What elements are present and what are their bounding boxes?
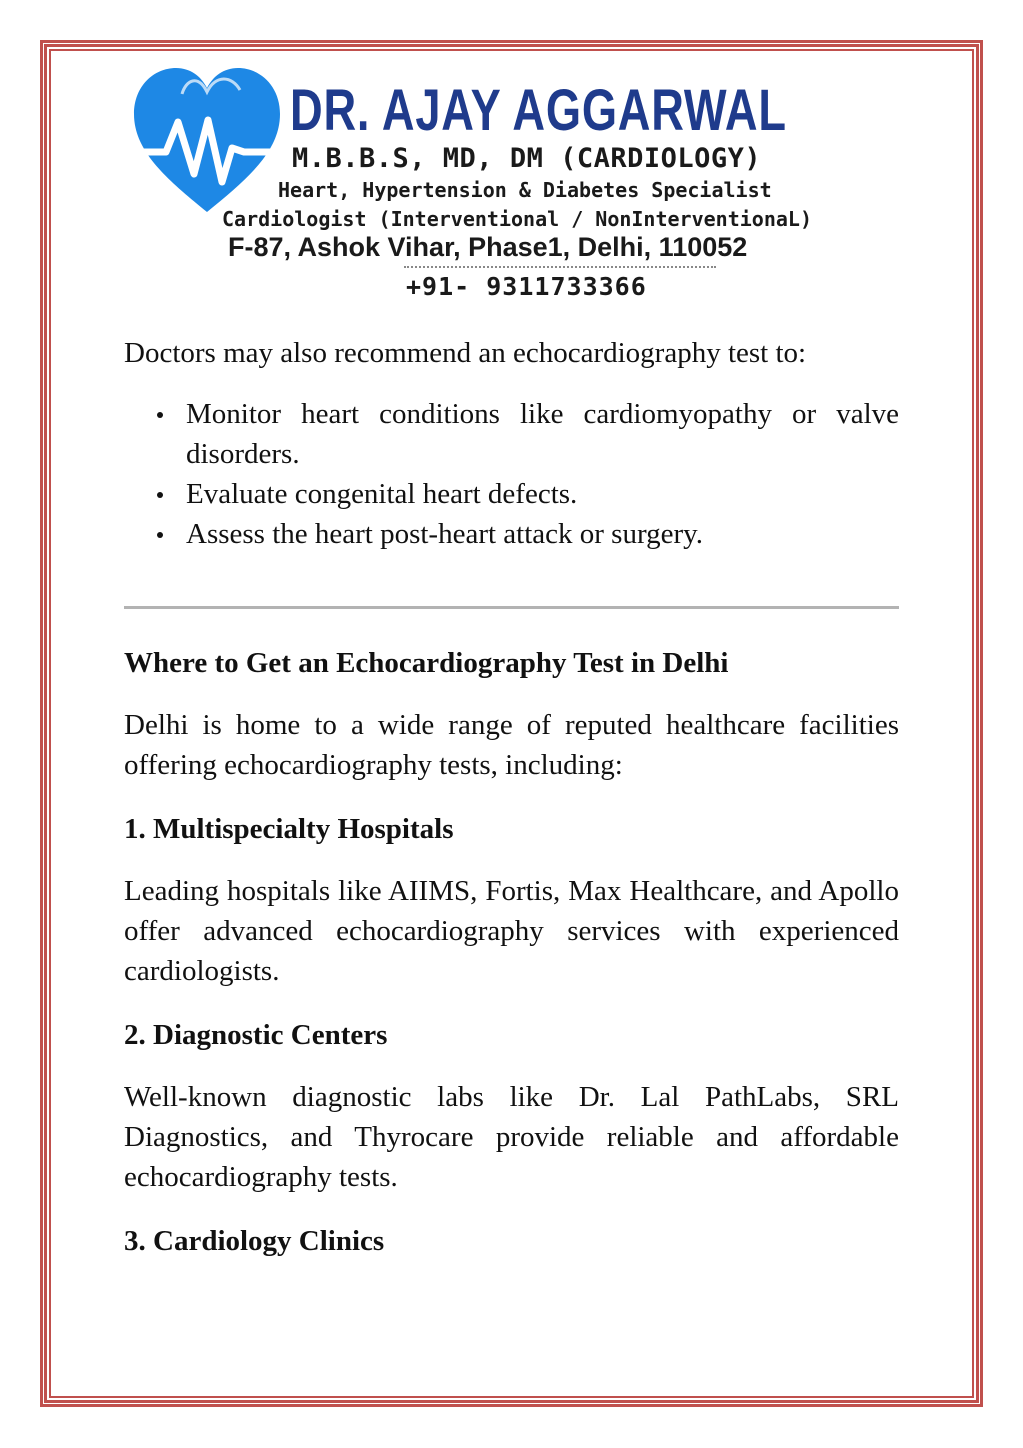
list-item-text: Evaluate congenital heart defects. [186, 478, 578, 510]
clinic-phone: +91- 9311733366 [406, 272, 647, 301]
list-item [124, 394, 899, 474]
reasons-list [124, 394, 899, 554]
document-body [124, 333, 899, 1261]
doctor-name: DR. AJAY AGGARWAL [290, 78, 787, 143]
heart-pulse-icon [128, 62, 286, 222]
bullet-icon [157, 492, 163, 498]
item-heading-clinics: 3. Cardiology Clinics [124, 1225, 385, 1257]
section-divider [124, 606, 899, 609]
item-heading-diagnostic: 2. Diagnostic Centers [124, 1019, 388, 1051]
clinic-address: F-87, Ashok Vihar, Phase1, Delhi, 110052 [228, 232, 748, 262]
bullet-icon [157, 412, 163, 418]
doctor-degrees: M.B.B.S, MD, DM (CARDIOLOGY) [292, 143, 762, 174]
section-paragraph: Delhi is home to a wide range of reputed healthcare facilities offering echocardiography tests, including: [124, 709, 899, 781]
item-paragraph-diagnostic: Well-known diagnostic labs like Dr. Lal PathLabs, SRL Diagnostics, and Thyrocare provide reliable and affordable echocardiography tests. [124, 1081, 899, 1193]
doctor-specialty: Heart, Hypertension & Diabetes Specialist [278, 178, 772, 202]
cardiologist-type: Cardiologist (Interventional / NonInterventionaL) [222, 207, 813, 231]
list-item [124, 474, 899, 514]
bullet-icon [157, 532, 163, 538]
list-item [124, 514, 899, 554]
item-paragraph-hospitals: Leading hospitals like AIIMS, Fortis, Max Healthcare, and Apollo offer advanced echocardiography services with experienced cardiologists. [124, 875, 899, 987]
item-heading-hospitals: 1. Multispecialty Hospitals [124, 813, 454, 845]
intro-paragraph: Doctors may also recommend an echocardiography test to: [124, 337, 807, 369]
list-item-text: Monitor heart conditions like cardiomyopathy or valve disorders. [186, 398, 899, 470]
address-underline [404, 266, 716, 270]
section-heading: Where to Get an Echocardiography Test in Delhi [124, 647, 729, 679]
list-item-text: Assess the heart post-heart attack or surgery. [186, 518, 704, 550]
